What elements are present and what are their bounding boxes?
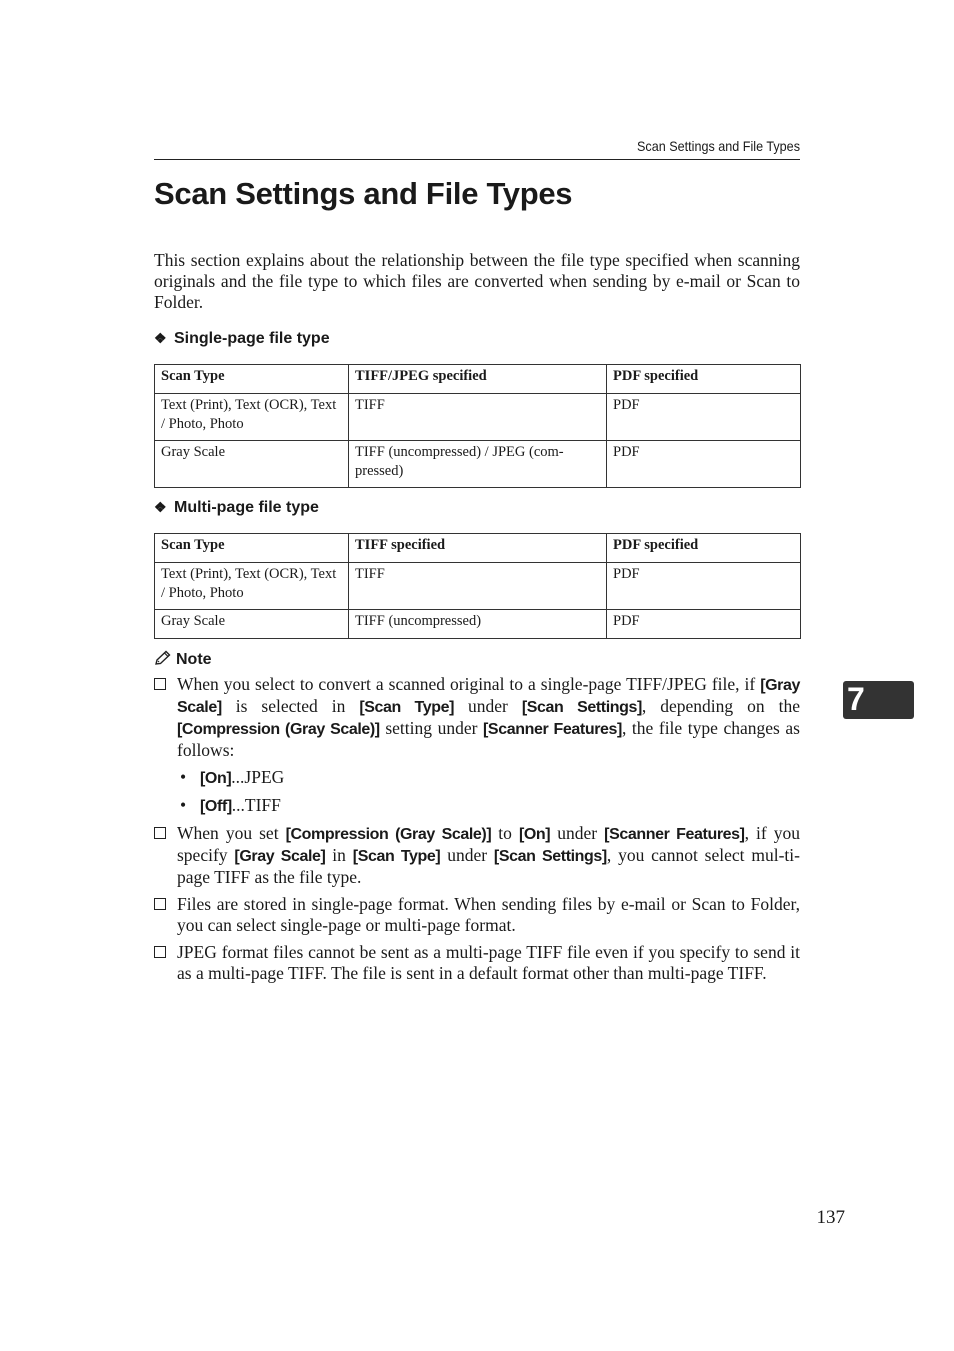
note-text: , you cannot select mul-ti-page TIFF as the file type.	[177, 845, 800, 887]
single-page-heading-label: Single-page file type	[174, 330, 330, 347]
table-row	[155, 563, 801, 610]
setting-name: [Gray Scale]	[177, 677, 800, 716]
note-item	[154, 674, 800, 761]
note-text: under	[440, 845, 494, 865]
pencil-icon	[154, 650, 172, 666]
setting-name: [Gray Scale]	[234, 848, 326, 865]
table-header-row	[155, 365, 801, 394]
bullet-dot: •	[180, 795, 187, 815]
column-header: Scan Type	[155, 534, 349, 563]
column-header: TIFF specified	[349, 534, 607, 563]
setting-name: [On]	[518, 826, 551, 843]
table-cell: Text (Print), Text (OCR), Text / Photo, Photo	[155, 563, 349, 610]
table-cell: PDF	[607, 610, 801, 639]
note-text: in	[325, 845, 353, 865]
bullet-text: ...JPEG	[231, 767, 285, 787]
table-cell: TIFF (uncompressed) / JPEG (com-pressed)	[349, 441, 607, 488]
table-cell: PDF	[607, 394, 801, 441]
note-text: under	[454, 696, 522, 716]
single-page-table	[154, 364, 801, 488]
page-number: 137	[816, 1207, 845, 1228]
note-text: under	[550, 823, 605, 843]
setting-name: [Scan Type]	[352, 848, 441, 865]
table-cell: Gray Scale	[155, 441, 349, 488]
bullet-dot: •	[180, 767, 187, 787]
setting-name: [Compression (Gray Scale)]	[177, 721, 380, 738]
multi-page-table	[154, 533, 801, 639]
bullet-text: ...TIFF	[231, 795, 281, 815]
setting-name: [Scanner Features]	[483, 721, 622, 738]
note-text: Files are stored in single-page format. When sending files by e-mail or Scan to Folder, you can select single-page or multi-page format.	[177, 894, 800, 935]
multi-page-heading	[154, 499, 319, 517]
bullet-item	[177, 767, 800, 789]
note-text: setting under	[379, 718, 483, 738]
checkbox-bullet-icon	[154, 898, 166, 910]
note-list	[154, 674, 800, 990]
checkbox-bullet-icon	[154, 678, 166, 690]
column-header: Scan Type	[155, 365, 349, 394]
checkbox-bullet-icon	[154, 827, 166, 839]
setting-value: [On]	[200, 770, 232, 787]
multi-page-heading-label: Multi-page file type	[174, 499, 319, 516]
setting-value: [Off]	[200, 798, 232, 815]
running-header: Scan Settings and File Types	[637, 138, 800, 154]
note-text: , if you specify	[177, 823, 800, 865]
note-text: to	[491, 823, 519, 843]
table-row	[155, 610, 801, 639]
note-text: is selected in	[221, 696, 360, 716]
header-rule	[154, 159, 800, 160]
note-text: JPEG format files cannot be sent as a multi-page TIFF file even if you specify to send it as a multi-page TIFF. The file is sent in a default format other than multi-page TIFF.	[177, 942, 800, 983]
table-cell: Text (Print), Text (OCR), Text / Photo, Photo	[155, 394, 349, 441]
table-cell: TIFF	[349, 563, 607, 610]
note-heading	[154, 650, 212, 669]
table-header-row	[155, 534, 801, 563]
table-cell: PDF	[607, 441, 801, 488]
table-row	[155, 441, 801, 488]
page-title: Scan Settings and File Types	[154, 176, 573, 211]
note-text: , the file type changes as follows:	[177, 718, 800, 760]
checkbox-bullet-icon	[154, 946, 166, 958]
note-text: , depending on the	[641, 696, 801, 716]
table-cell: Gray Scale	[155, 610, 349, 639]
setting-name: [Scanner Features]	[604, 826, 745, 843]
single-page-heading	[154, 330, 330, 348]
note-text: When you set	[177, 823, 286, 843]
note-label: Note	[176, 651, 212, 668]
table-cell: TIFF	[349, 394, 607, 441]
table-cell: PDF	[607, 563, 801, 610]
column-header: PDF specified	[607, 534, 801, 563]
setting-name: [Scan Settings]	[493, 848, 607, 865]
note-item	[154, 942, 800, 984]
table-row	[155, 394, 801, 441]
diamond-bullet-icon: ❖	[154, 330, 167, 346]
chapter-tab: 7	[843, 681, 914, 719]
bullet-item	[177, 795, 800, 817]
table-cell: TIFF (uncompressed)	[349, 610, 607, 639]
setting-name: [Scan Settings]	[521, 699, 642, 716]
note-text: When you select to convert a scanned original to a single-page TIFF/JPEG file, if	[177, 674, 761, 694]
note-item	[154, 823, 800, 888]
column-header: PDF specified	[607, 365, 801, 394]
setting-name: [Compression (Gray Scale)]	[285, 826, 492, 843]
note-item	[154, 894, 800, 936]
setting-name: [Scan Type]	[359, 699, 455, 716]
column-header: TIFF/JPEG specified	[349, 365, 607, 394]
intro-paragraph: This section explains about the relationship between the file type specified when scanning originals and the file type to which files are converted when sending by e-mail or Scan to Folder.	[154, 250, 800, 312]
diamond-bullet-icon: ❖	[154, 499, 167, 515]
